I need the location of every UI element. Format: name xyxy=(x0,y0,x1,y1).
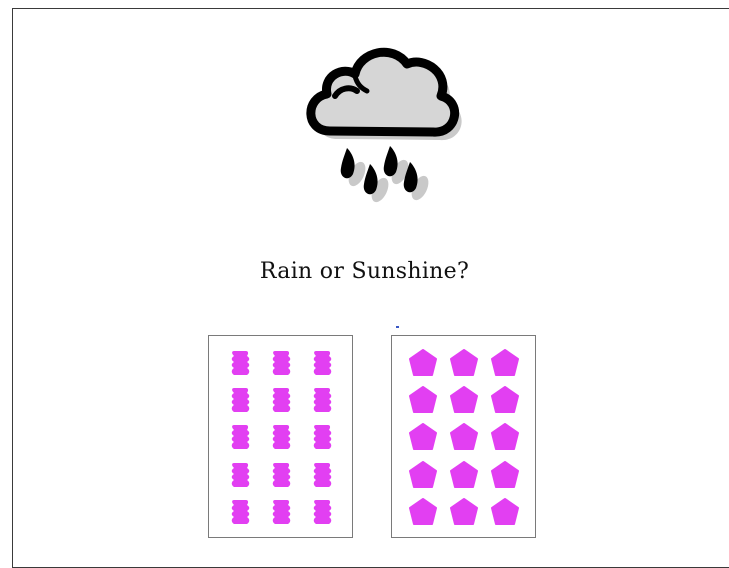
pentagon-icon xyxy=(484,419,525,456)
blob-grid xyxy=(209,336,352,537)
stray-mark xyxy=(396,326,399,328)
pentagon-icon xyxy=(402,344,443,381)
blob-icon xyxy=(301,456,342,493)
blob-icon xyxy=(219,456,260,493)
blob-icon xyxy=(219,381,260,418)
blob-icon xyxy=(260,381,301,418)
rain-cloud-icon xyxy=(295,36,470,211)
blob-icon xyxy=(301,494,342,531)
pentagon-icon xyxy=(443,494,484,531)
blob-icon xyxy=(219,419,260,456)
pentagon-icon xyxy=(443,381,484,418)
blob-icon xyxy=(260,344,301,381)
blob-icon xyxy=(260,494,301,531)
pentagon-icon xyxy=(484,381,525,418)
card-pentagon-shapes[interactable] xyxy=(391,335,536,538)
pentagon-icon xyxy=(484,494,525,531)
blob-icon xyxy=(219,494,260,531)
pentagon-icon xyxy=(402,381,443,418)
pentagon-icon xyxy=(443,419,484,456)
pentagon-icon xyxy=(443,456,484,493)
pentagon-icon xyxy=(402,419,443,456)
page-title: Rain or Sunshine? xyxy=(259,259,470,284)
pentagon-icon xyxy=(484,344,525,381)
pentagon-icon xyxy=(402,456,443,493)
pentagon-icon xyxy=(402,494,443,531)
blob-icon xyxy=(260,419,301,456)
blob-icon xyxy=(260,456,301,493)
blob-icon xyxy=(301,419,342,456)
card-blob-shapes[interactable] xyxy=(208,335,353,538)
pentagon-icon xyxy=(484,456,525,493)
blob-icon xyxy=(219,344,260,381)
blob-icon xyxy=(301,381,342,418)
blob-icon xyxy=(301,344,342,381)
pentagon-grid xyxy=(392,336,535,537)
pentagon-icon xyxy=(443,344,484,381)
